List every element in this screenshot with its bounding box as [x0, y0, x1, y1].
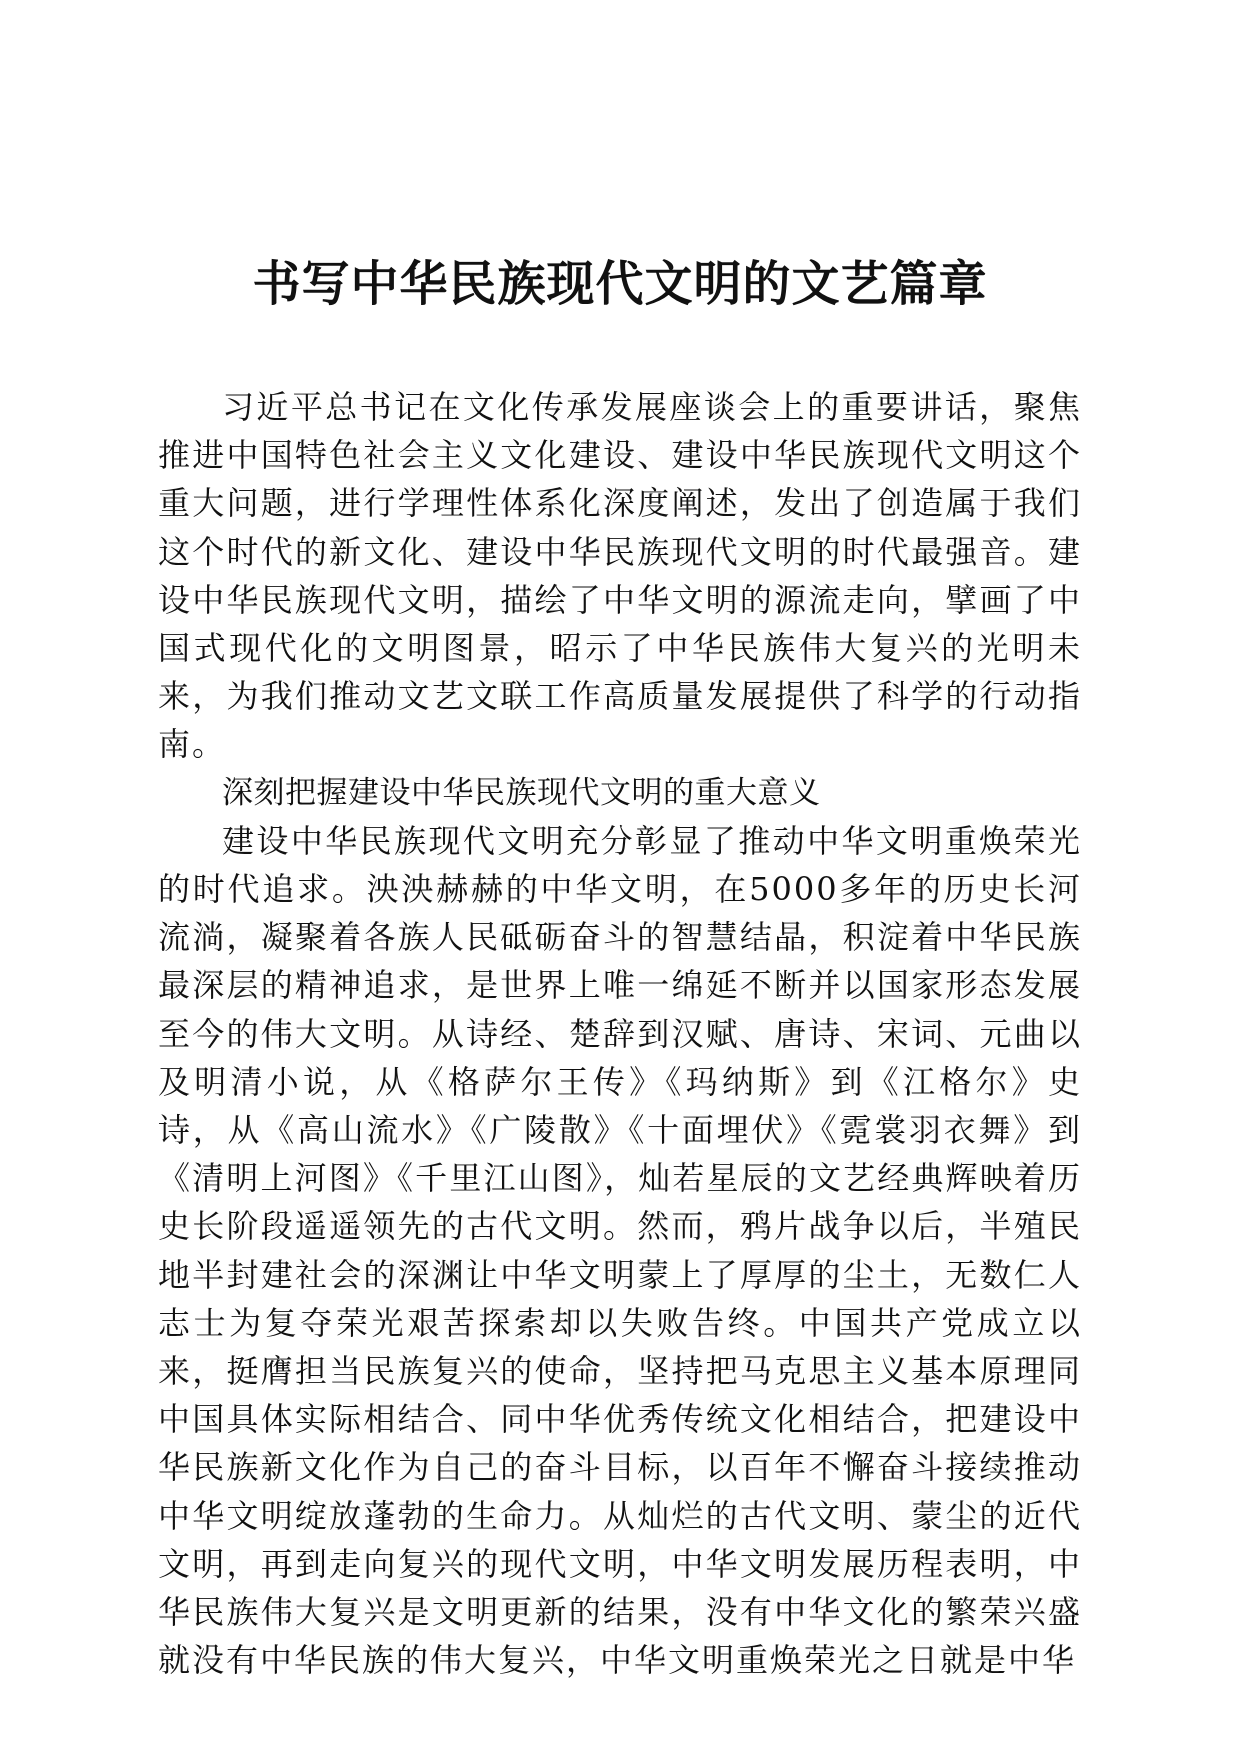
document-title: 书写中华民族现代文明的文艺篇章 [252, 256, 988, 312]
document-body [158, 383, 1082, 1684]
section-heading: 深刻把握建设中华民族现代文明的重大意义 [222, 774, 821, 811]
intro-paragraph: 习近平总书记在文化传承发展座谈会上的重要讲话，聚焦推进中国特色社会主义文化建设、建设中华民族现代文明这个重大问题，进行学理性体系化深度阐述，发出了创造属于我们这个时代的新文化、建设中华民族现代文明的时代最强音。建设中华民族现代文明，描绘了中华文明的源流走向，擘画了中国式现代化的文明图景，昭示了中华民族伟大复兴的光明未来，为我们推动文艺文联工作高质量发展提供了科学的行动指南。 [158, 388, 1082, 764]
section-paragraph: 建设中华民族现代文明充分彰显了推动中华文明重焕荣光的时代追求。泱泱赫赫的中华文明，在5000多年的历史长河流淌，凝聚着各族人民砥砺奋斗的智慧结晶，积淀着中华民族最深层的精神追求，是世界上唯一绵延不断并以国家形态发展至今的伟大文明。从诗经、楚辞到汉赋、唐诗、宋词、元曲以及明清小说，从《格萨尔王传》《玛纳斯》到《江格尔》史诗，从《高山流水》《广陵散》《十面埋伏》《霓裳羽衣舞》到《清明上河图》《千里江山图》，灿若星辰的文艺经典辉映着历史长阶段遥遥领先的古代文明。然而，鸦片战争以后，半殖民地半封建社会的深渊让中华文明蒙上了厚厚的尘土，无数仁人志士为复夺荣光艰苦探索却以失败告终。中国共产党成立以来，挺膺担当民族复兴的使命，坚持把马克思主义基本原理同中国具体实际相结合、同中华优秀传统文化相结合，把建设中华民族新文化作为自己的奋斗目标，以百年不懈奋斗接续推动中华文明绽放蓬勃的生命力。从灿烂的古代文明、蒙尘的近代文明，再到走向复兴的现代文明，中华文明发展历程表明，中华民族伟大复兴是文明更新的结果，没有中华文化的繁荣兴盛就没有中华民族的伟大复兴，中华文明重焕荣光之日就是中华 [158, 821, 1082, 1680]
